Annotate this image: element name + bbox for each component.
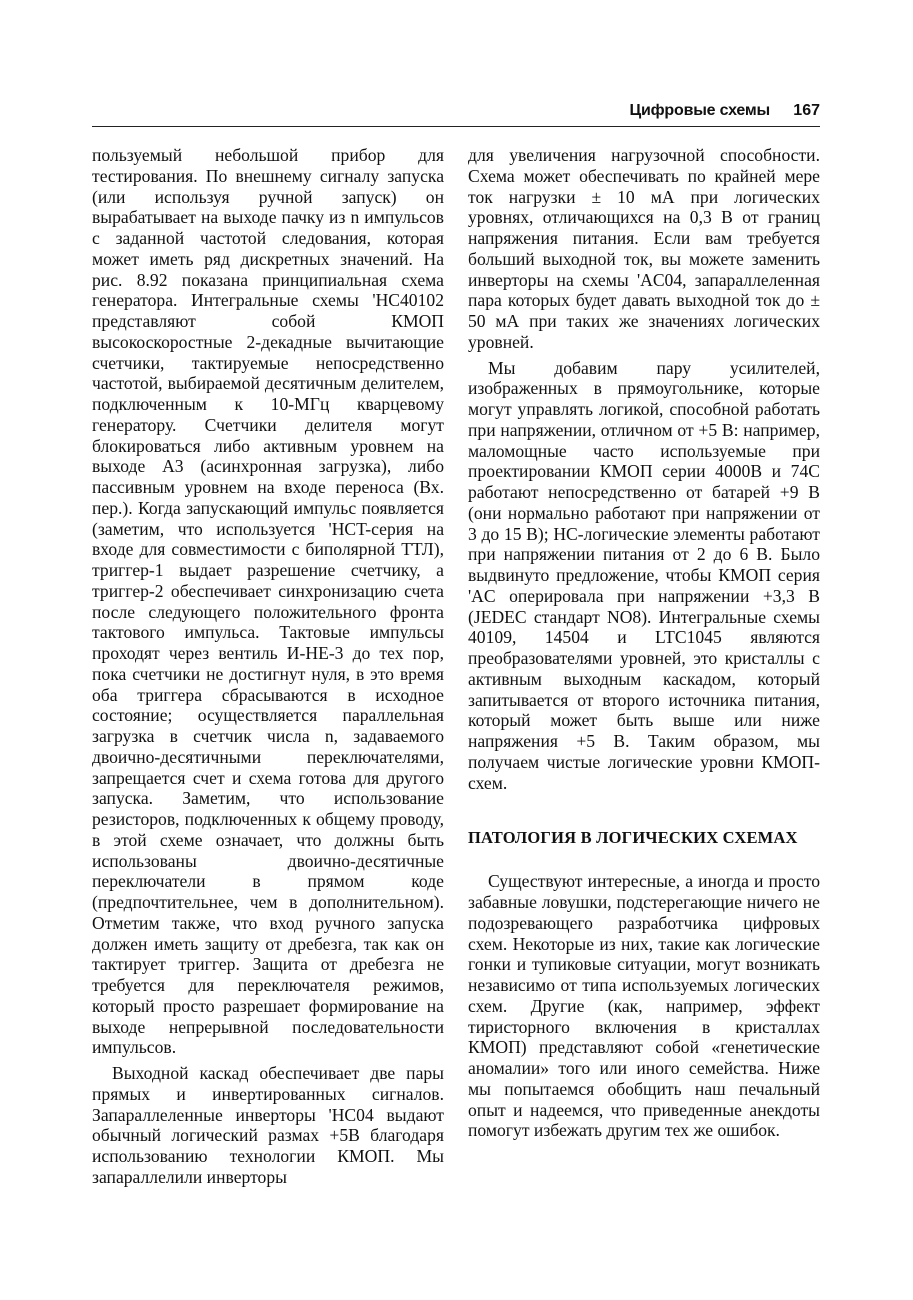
page-header [92, 100, 820, 127]
running-header-title: Цифровые схемы [629, 102, 770, 119]
paragraph-output-stage: Выходной каскад обеспечивает две пары прямых и инвертированных сигналов. Запараллеленные инверторы 'HC04 выдают обычный логический размах +5В благодаря использованию технологии КМОП. Мы запараллелили инверторы [92, 1063, 444, 1187]
paragraph-continued: пользуемый небольшой прибор для тестирования. По внешнему сигналу запуска (или используя ручной запуск) он вырабатывает на выходе пачку из n импульсов с заданной частотой следования, которая может иметь ряд дискретных значений. На рис. 8.92 показана принципиальная схема генератора. Интегральные схемы 'HC40102 представляют собой КМОП высокоскоростные 2-декадные вычитающие счетчики, тактируемые непосредственно частотой, выбираемой десятичным делителем, подключенным к 10-МГц кварцевому генератору. Счетчики делителя могут блокироваться либо активным уровнем на выходе А3 (асинхронная загрузка), либо пассивным уровнем на входе переноса (Вх. пер.). Когда запускающий импульс появляется (заметим, что используется 'HCT-серия на входе для совместимости с биполярной ТТЛ), триггер-1 выдает разрешение счетчику, а триггер-2 обеспечивает синхронизацию счета после следующего положительного фронта тактового импульса. Тактовые импульсы проходят через вентиль И-НЕ-3 до тех пор, пока счетчики не достигнут нуля, в это время оба триггера сбрасываются в исходное состояние; осуществляется параллельная загрузка в счетчик числа n, задаваемого двоично-десятичными переключателями, запрещается счет и схема готова для другого запуска. Заметим, что использование резисторов, подключенных к общему проводу, в этой схеме означает, что должны быть использованы двоично-десятичные переключатели в прямом коде (предпочтительнее, чем в дополнительном). Отметим также, что вход ручного запуска должен иметь защиту от дребезга, так как он тактирует триггер. Защита от дребезга не требуется для переключателя режимов, который просто разрешает формирование на выходе непрерывной последовательности импульсов. [92, 145, 444, 1058]
page-number: 167 [793, 102, 820, 119]
section-heading: ПАТОЛОГИЯ В ЛОГИЧЕСКИХ СХЕМАХ [468, 828, 798, 848]
paragraph-pathology: Существуют интересные, а иногда и просто забавные ловушки, подстерегающие ничего не подозревающего разработчика цифровых схем. Некоторые из них, такие как логические гонки и тупиковые ситуации, могут возникать независимо от типа используемых логических схем. Другие (как, например, эффект тиристорного включения в кристаллах КМОП) представляют собой «генетические аномалии» того или иного семейства. Ниже мы попытаемся обобщить наш печальный опыт и надеемся, что приведенные анекдоты помогут избежать другим тех же ошибок. [468, 871, 820, 1141]
right-column [468, 145, 820, 1141]
paragraph-load-capacity: для увеличения нагрузочной способности. Схема может обеспечивать по крайней мере ток нагрузки ± 10 мА при логических уровнях, отличающихся на 0,3 В от границ напряжения питания. Если вам требуется больший выходной ток, вы можете заменить инверторы на схемы 'AC04, запараллеленная пара которых будет давать выходной ток до ± 50 мА при таких же значениях логических уровней. [468, 145, 820, 352]
left-column [92, 145, 444, 1188]
paragraph-level-shifters: Мы добавим пару усилителей, изображенных в прямоугольнике, которые могут управлять логикой, способной работать при напряжении, отличном от +5 В: например, маломощные часто используемые при проектировании КМОП серии 4000В и 74С работают непосредственно от батарей +9 В (они нормально работают при напряжении от 3 до 15 В); HC-логические элементы работают при напряжении питания от 2 до 6 В. Было выдвинуто предложение, чтобы КМОП серия 'AC оперировала при напряжении +3,3 В (JEDEC стандарт NO8). Интегральные схемы 40109, 14504 и LTC1045 являются преобразователями уровней, это кристаллы с активным выходным каскадом, который запитывается от второго источника питания, который может быть выше или ниже напряжения +5 В. Таким образом, мы получаем чистые логические уровни КМОП-схем. [468, 357, 820, 793]
